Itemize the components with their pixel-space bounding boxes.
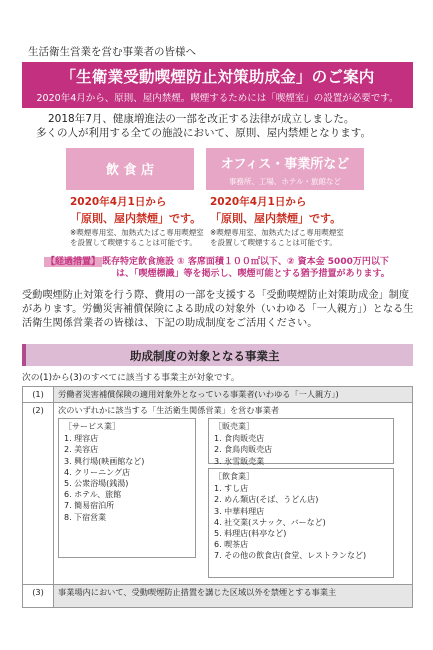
table-row	[23, 403, 413, 585]
list-item: 7. 簡易宿泊所	[64, 501, 115, 511]
req-2-text: 次のいずれかに該当する「生活衛生関係営業」を営む事業者	[58, 405, 280, 415]
office-note-line-1: ※喫煙専用室、加熱式たばこ専用喫煙室	[210, 228, 344, 237]
transition-line-2: は、「喫煙標識」等を掲示し、喫煙可能とする猶予措置があります。	[116, 269, 390, 279]
section-header-title: 助成制度の対象となる事業主	[130, 349, 280, 363]
list-item: 1. 食肉販売店	[214, 434, 265, 444]
food-note-line-1: ※喫煙専用室、加熱式たばこ専用喫煙室	[70, 228, 204, 237]
list-item: 4. クリーニング店	[64, 467, 131, 477]
table-row	[23, 387, 413, 403]
food-date: 2020年4月1日から	[70, 196, 167, 208]
transition-line-1: 既存特定飲食施設 ① 客席面積１００㎡以下、② 資本金 5000万円以下	[102, 257, 389, 267]
category-office-sub: 事務所、工場、ホテル・旅館など	[228, 177, 342, 186]
office-rule-text: 「原則、屋内禁煙」です。	[210, 212, 342, 225]
list-item: 4. 社交業(スナック、バーなど)	[214, 517, 326, 527]
req-3-number: (3)	[23, 585, 54, 608]
category-food-label: 飲 食 店	[105, 163, 155, 178]
food-rule-text: 「原則、屋内禁煙」です。	[70, 212, 202, 225]
service-industry-box	[58, 418, 196, 558]
banner-subtitle: 2020年4月から、原則、屋内禁煙。喫煙するためには「喫煙室」の設置が必要です。	[36, 93, 399, 104]
greeting-text: 生活衛生営業を営む事業者の皆様へ	[28, 46, 196, 58]
office-note	[210, 228, 375, 248]
list-item: 3. 興行場(映画館など)	[64, 456, 145, 466]
list-item: 8. 下宿営業	[64, 512, 107, 522]
business-types	[58, 416, 408, 582]
table-row	[23, 585, 413, 608]
list-item: 7. その他の飲食店(食堂、レストランなど)	[214, 551, 367, 561]
list-item: 1. 理容店	[64, 434, 99, 444]
banner-title: 「生衛業受動喫煙防止対策助成金」のご案内	[60, 68, 375, 86]
food-note-line-2: を設置して喫煙することは可能です。	[70, 238, 197, 247]
req-3-text: 事業場内において、受動喫煙防止措置を講じた区域以外を禁煙とする事業主	[54, 585, 413, 608]
office-date: 2020年4月1日から	[210, 196, 307, 208]
req-2-number: (2)	[23, 403, 54, 585]
office-rule	[210, 194, 375, 248]
intro-line-2: 多くの人が利用する全ての施設において、原則、屋内禁煙となります。	[36, 127, 371, 139]
list-item: 6. ホテル、旅館	[64, 490, 122, 500]
list-item: 2. 美容店	[64, 445, 99, 455]
restaurant-header: ［飲食業］	[214, 472, 254, 481]
office-note-line-2: を設置して喫煙することは可能です。	[210, 238, 337, 247]
transition-tag: 【経過措置】	[46, 257, 101, 267]
category-food	[66, 148, 194, 190]
retail-header: ［販売業］	[214, 422, 254, 431]
list-item: 5. 公衆浴場(銭湯)	[64, 479, 129, 489]
list-item: 2. めん類店(そば、うどん店)	[214, 495, 319, 505]
service-header: ［サービス業］	[64, 422, 120, 431]
retail-industry-box	[208, 418, 394, 464]
transition-measure	[44, 256, 414, 280]
list-item: 1. すし店	[214, 484, 249, 494]
req-1-text: 労働者災害補償保険の適用対象外となっている事業者(いわゆる「一人親方」)	[54, 387, 413, 403]
subsidy-description: 受動喫煙防止対策を行う際、費用の一部を支援する「受動喫煙防止対策助成金」制度があります。労働災害補償保険による助成の対象外（いわゆる「一人親方」）となる生活衛生関係営業者の皆様は、下記の助成制度をご活用ください。	[22, 290, 414, 329]
req-1-number: (1)	[23, 387, 54, 403]
restaurant-industry-box	[208, 468, 394, 578]
list-item: 6. 喫茶店	[214, 540, 249, 550]
req-2-cell	[54, 403, 413, 585]
list-item: 5. 料理店(料亭など)	[214, 529, 287, 539]
list-item: 3. 中華料理店	[214, 506, 265, 516]
section-header	[22, 344, 413, 366]
category-office-label: オフィス・事業所など	[220, 157, 350, 172]
intro-text	[36, 112, 418, 140]
title-banner	[22, 62, 413, 108]
eligibility-lead: 次の(1)から(3)のすべてに該当する事業主が対象です。	[22, 373, 240, 383]
eligibility-table	[22, 386, 413, 608]
list-item: 2. 食鳥肉販売店	[214, 445, 273, 455]
intro-line-1: 2018年7月、健康増進法の一部を改正する法律が成立しました。	[48, 113, 355, 125]
list-item: 3. 氷雪販売業	[214, 456, 265, 466]
category-office	[206, 148, 364, 190]
